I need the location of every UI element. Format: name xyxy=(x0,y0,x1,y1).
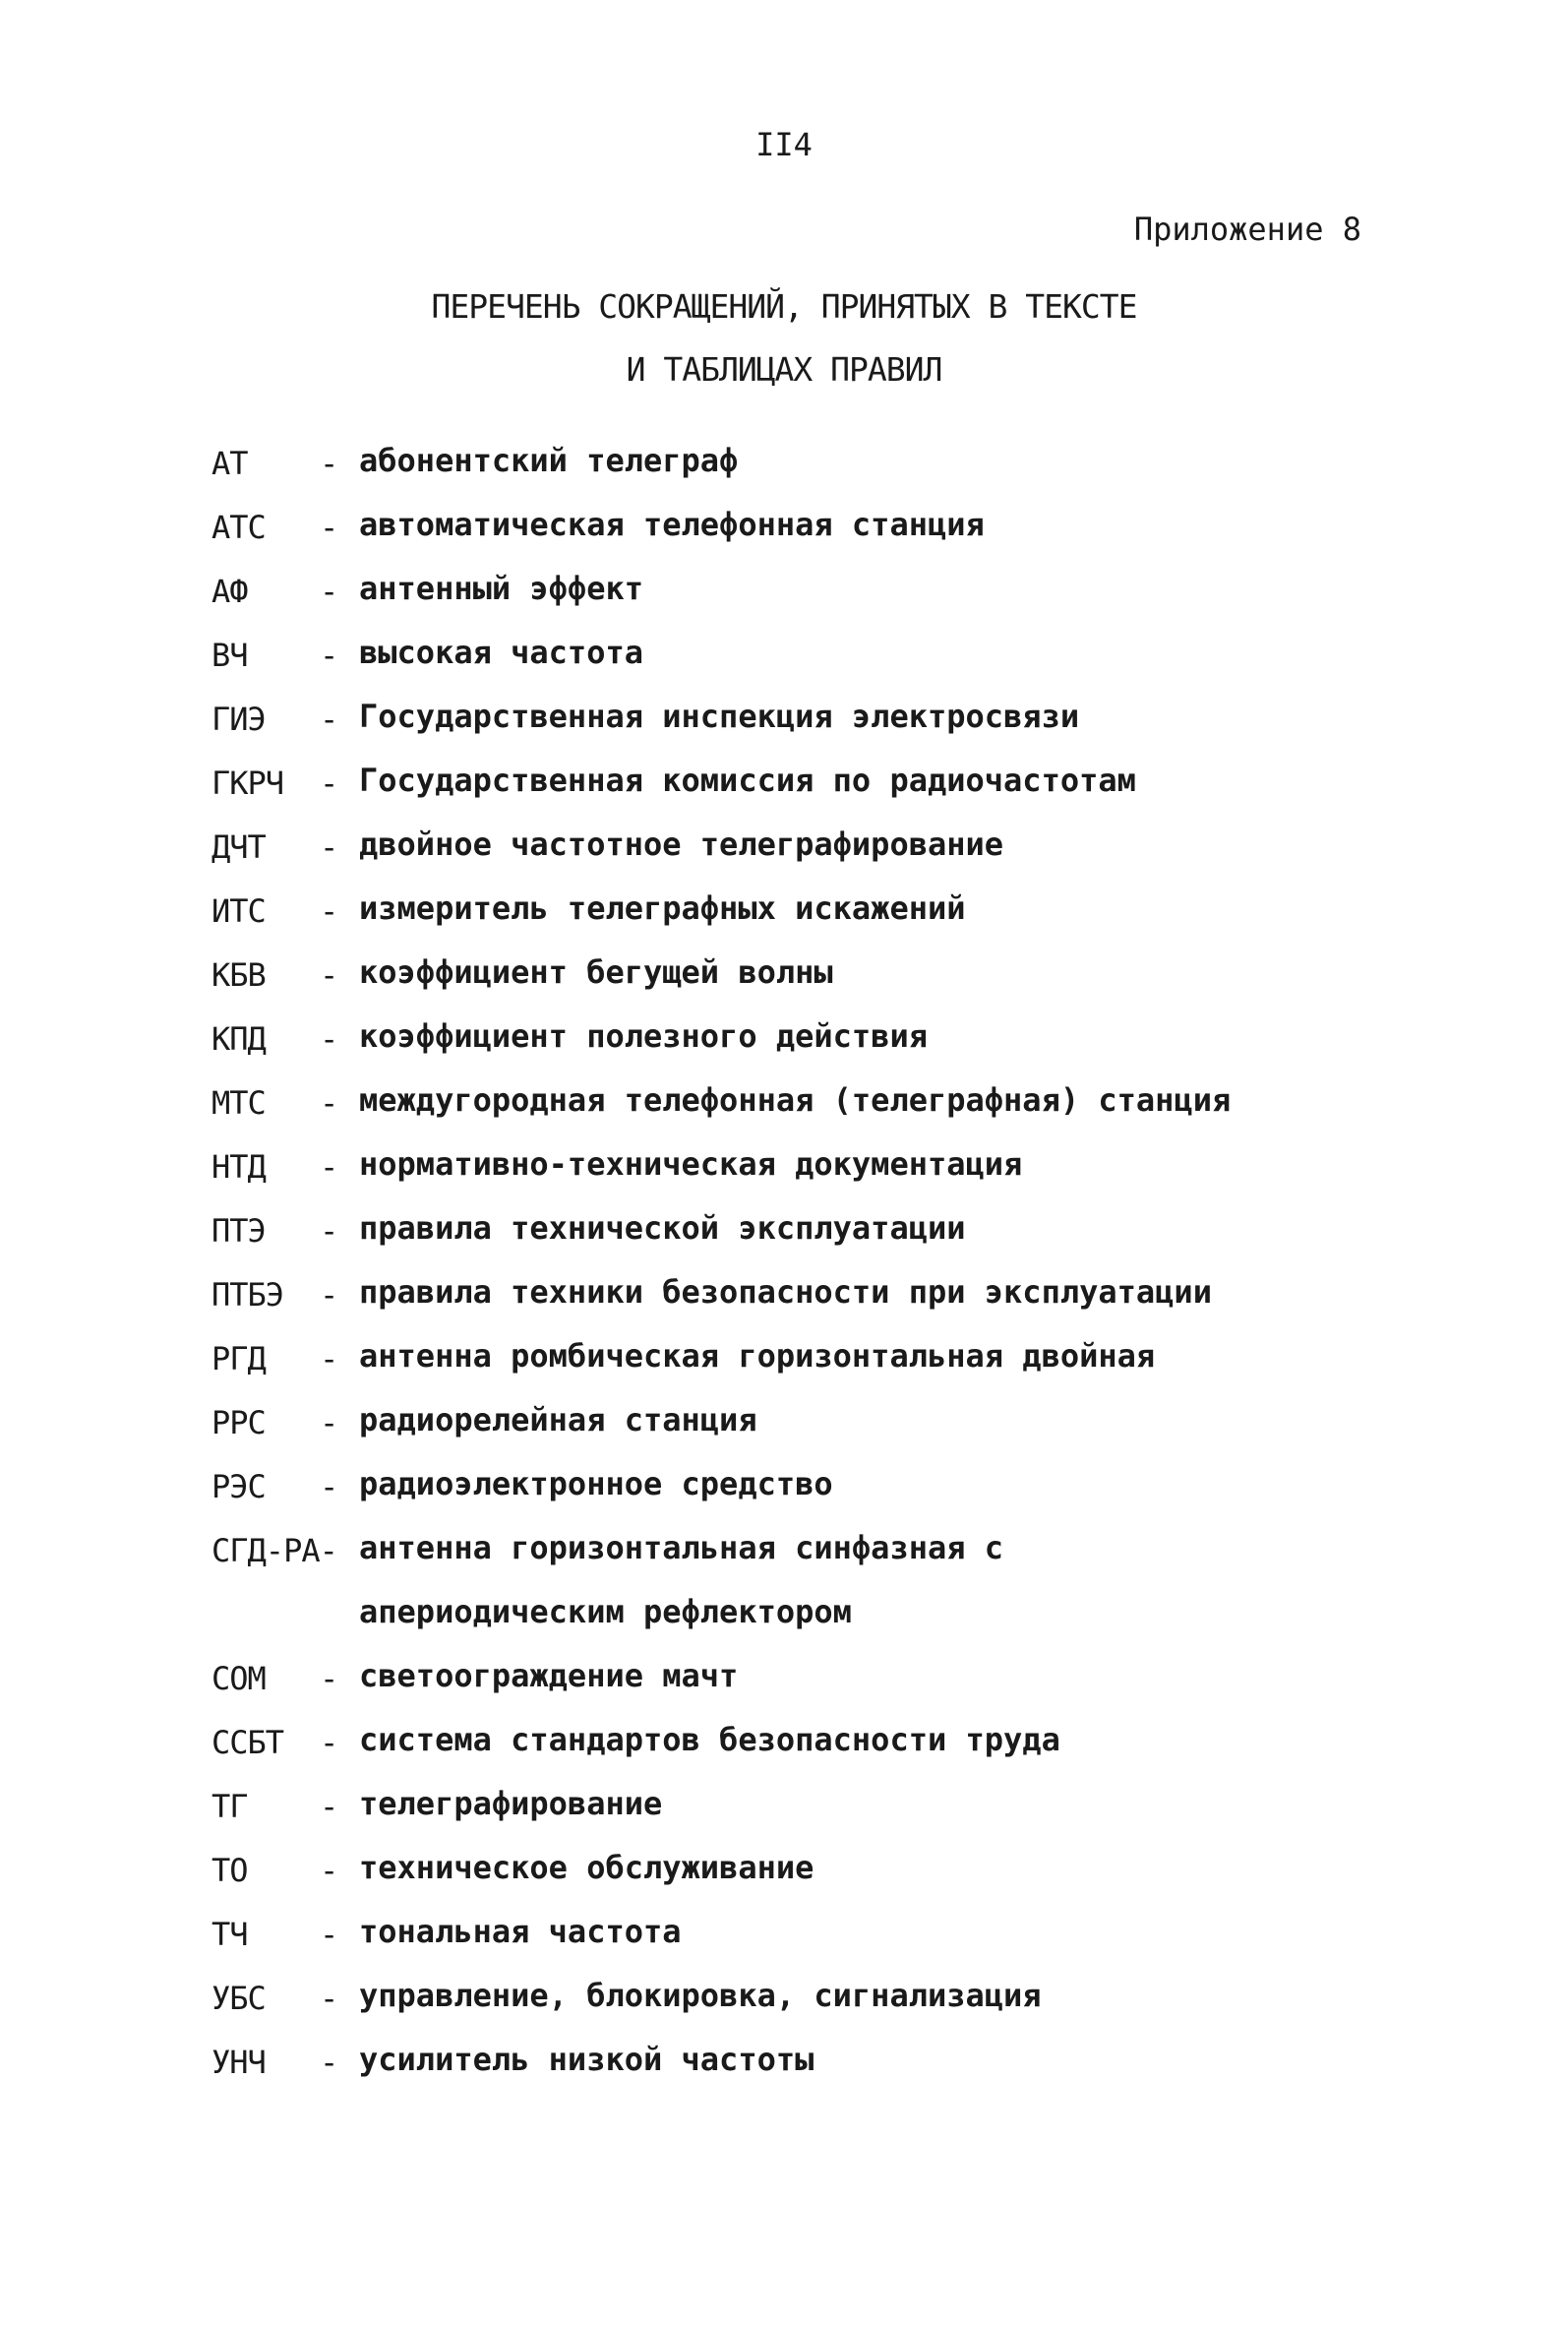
abbreviation: ГИЭ xyxy=(211,701,266,738)
abbreviation: СОМ xyxy=(211,1660,266,1697)
definition: Государственная инспекция электросвязи xyxy=(359,698,1080,735)
abbreviation: РРС xyxy=(211,1404,266,1441)
definition: Государственная комиссия по радиочастотам xyxy=(359,762,1136,799)
abbreviation: ТО xyxy=(211,1852,248,1889)
definition: светоограждение мачт xyxy=(359,1657,739,1694)
dash: - xyxy=(320,637,339,674)
dash: - xyxy=(320,509,339,546)
abbreviation-list xyxy=(211,442,1392,2108)
abbreviation: РЭС xyxy=(211,1468,266,1505)
definition: коэффициент полезного действия xyxy=(359,1017,928,1055)
abbreviation: ИТС xyxy=(211,892,266,930)
abbreviation: ВЧ xyxy=(211,637,248,674)
dash: - xyxy=(320,1468,339,1505)
abbreviation: МТС xyxy=(211,1084,266,1122)
dash: - xyxy=(320,1020,339,1058)
dash: - xyxy=(320,1148,339,1186)
abbreviation: ПТБЭ xyxy=(211,1276,284,1314)
definition: антенный эффект xyxy=(359,570,643,607)
dash: - xyxy=(320,1340,339,1377)
appendix-label: Приложение 8 xyxy=(1133,211,1361,248)
list-item xyxy=(211,2041,1392,2108)
page-title-line-2: И ТАБЛИЦАХ ПРАВИЛ xyxy=(626,350,942,389)
dash: - xyxy=(320,765,339,802)
abbreviation: НТД xyxy=(211,1148,266,1186)
abbreviation: ТГ xyxy=(211,1788,248,1825)
dash: - xyxy=(320,1212,339,1250)
definition: высокая частота xyxy=(359,634,643,671)
definition: междугородная телефонная (телеграфная) станция xyxy=(359,1081,1232,1119)
abbreviation: КПД xyxy=(211,1020,266,1058)
abbreviation: АТС xyxy=(211,509,266,546)
dash: - xyxy=(320,1724,339,1761)
dash: - xyxy=(320,701,339,738)
definition: автоматическая телефонная станция xyxy=(359,506,985,543)
abbreviation: УБС xyxy=(211,1980,266,2017)
abbreviation: ССБТ xyxy=(211,1724,284,1761)
page-title-line-1: ПЕРЕЧЕНЬ СОКРАЩЕНИЙ, ПРИНЯТЫХ В ТЕКСТЕ xyxy=(431,287,1137,326)
definition: радиорелейная станция xyxy=(359,1401,757,1438)
definition: система стандартов безопасности труда xyxy=(359,1721,1060,1758)
abbreviation: АФ xyxy=(211,573,248,610)
abbreviation: ПТЭ xyxy=(211,1212,266,1250)
definition: техническое обслуживание xyxy=(359,1849,814,1886)
definition: антенна горизонтальная синфазная с апериодическим рефлектором xyxy=(359,1529,1004,1630)
dash: - xyxy=(320,892,339,930)
abbreviation: СГД-РА- xyxy=(211,1532,337,1569)
definition: коэффициент бегущей волны xyxy=(359,953,833,991)
dash: - xyxy=(320,1404,339,1441)
dash: - xyxy=(320,1276,339,1314)
definition: радиоэлектронное средство xyxy=(359,1465,833,1502)
dash: - xyxy=(320,573,339,610)
definition: управление, блокировка, сигнализация xyxy=(359,1977,1042,2014)
dash: - xyxy=(320,1980,339,2017)
dash: - xyxy=(320,1916,339,1953)
list-item xyxy=(211,1529,1392,1660)
dash: - xyxy=(320,1660,339,1697)
dash: - xyxy=(320,1852,339,1889)
abbreviation: КБВ xyxy=(211,956,266,994)
dash: - xyxy=(320,956,339,994)
dash: - xyxy=(320,828,339,866)
abbreviation: ДЧТ xyxy=(211,828,266,866)
dash: - xyxy=(320,1788,339,1825)
abbreviation: АТ xyxy=(211,445,248,482)
definition: правила техники безопасности при эксплуатации xyxy=(359,1273,1212,1311)
definition: антенна ромбическая горизонтальная двойная xyxy=(359,1337,1156,1375)
definition: нормативно-техническая документация xyxy=(359,1145,1023,1183)
abbreviation: ТЧ xyxy=(211,1916,248,1953)
dash: - xyxy=(320,445,339,482)
dash: - xyxy=(320,2044,339,2081)
page-number: II4 xyxy=(755,126,813,163)
abbreviation: РГД xyxy=(211,1340,266,1377)
abbreviation: ГКРЧ xyxy=(211,765,284,802)
definition: усилитель низкой частоты xyxy=(359,2041,814,2078)
abbreviation: УНЧ xyxy=(211,2044,266,2081)
definition: двойное частотное телеграфирование xyxy=(359,826,1004,863)
definition: телеграфирование xyxy=(359,1785,663,1822)
definition: тональная частота xyxy=(359,1913,682,1950)
definition: правила технической эксплуатации xyxy=(359,1209,966,1247)
definition: измеритель телеграфных искажений xyxy=(359,889,966,927)
dash: - xyxy=(320,1084,339,1122)
definition: абонентский телеграф xyxy=(359,442,739,479)
